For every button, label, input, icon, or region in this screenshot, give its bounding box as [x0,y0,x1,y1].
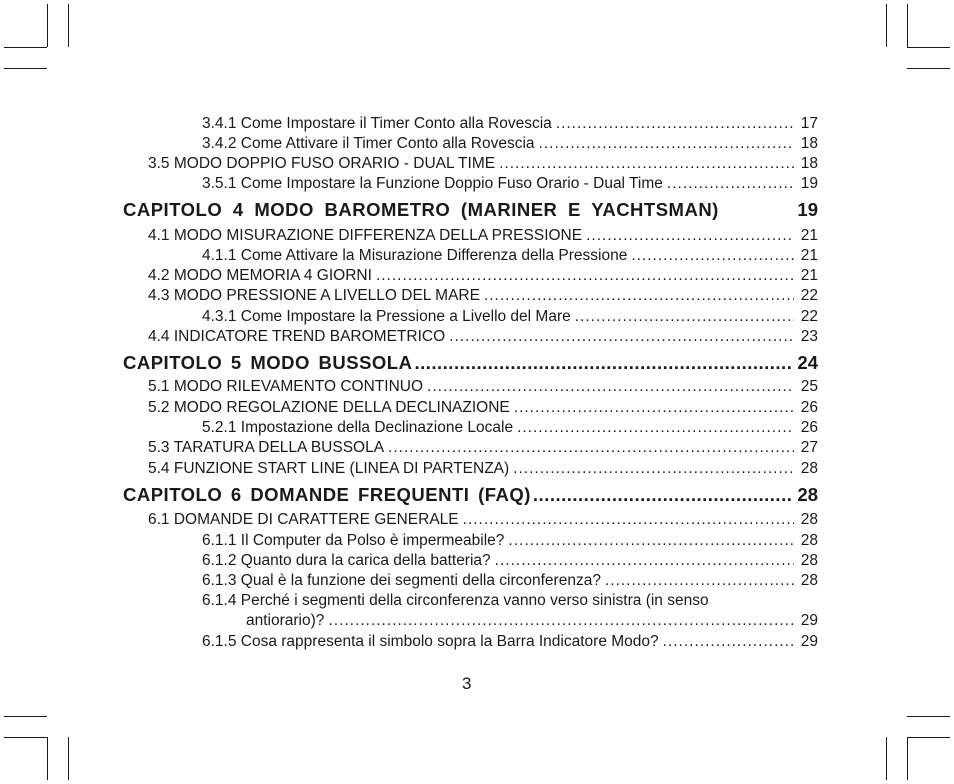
toc-entry-text: 3.5.1 Come Impostare la Funzione Doppio Fuso Orario - Dual Time [202,175,663,192]
crop-mark-top-left-v1 [47,4,48,47]
toc-entry[interactable] [202,308,818,326]
toc-leader-dots [508,532,794,550]
crop-mark-bottom-left-h2 [4,716,47,717]
toc-entry-page: 17 [800,115,818,132]
toc-entry-text: 4.2 MODO MEMORIA 4 GIORNI [148,267,372,284]
toc-entry[interactable] [148,227,818,245]
toc-chapter-5[interactable] [123,352,818,374]
toc-entry[interactable] [202,175,818,193]
crop-mark-top-right-h [907,47,950,48]
crop-mark-top-left-v2 [68,4,69,47]
toc-entry-page: 28 [800,511,818,528]
crop-mark-bottom-left-v2 [68,737,69,780]
toc-leader-dots [495,552,794,570]
toc-leader-dots [605,572,794,590]
toc-entry-text: 3.4.2 Come Attivare il Timer Conto alla Rovescia [202,135,535,152]
toc-chapter-title: CAPITOLO 4 MODO BAROMETRO (MARINER E YACHTSMAN) [123,199,719,220]
toc-entry-text: 5.1 MODO RILEVAMENTO CONTINUO [148,378,424,395]
toc-chapter-6[interactable] [123,484,818,506]
crop-mark-bottom-right-h [907,737,950,738]
toc-leader-dots [414,352,791,374]
toc-entry[interactable] [148,439,818,457]
toc-leader-dots [667,175,794,193]
toc-leader-dots [539,135,794,153]
toc-entry-text: 4.4 INDICATORE TREND BAROMETRICO [148,328,446,345]
toc-leader-dots [463,511,794,529]
toc-leader-dots [427,378,794,396]
toc-entry-text: 6.1.5 Cosa rappresenta il simbolo sopra la Barra Indicatore Modo? [202,633,659,650]
toc-entry-text: 6.1.1 Il Computer da Polso è impermeabile? [202,532,505,549]
toc-entry-page: 26 [800,399,818,416]
toc-entry-text: 3.5 MODO DOPPIO FUSO ORARIO - DUAL TIME [148,155,496,172]
crop-mark-bottom-right-v2 [886,737,887,780]
toc-entry-text: 4.3.1 Come Impostare la Pressione a Livello del Mare [202,308,571,325]
toc-entry[interactable] [202,419,818,437]
crop-mark-top-left-h2 [4,68,47,69]
toc-leader-dots [533,484,792,506]
toc-entry-text: 5.2.1 Impostazione della Declinazione Locale [202,419,514,436]
toc-chapter-title: CAPITOLO 6 DOMANDE FREQUENTI (FAQ) [123,484,531,505]
toc-entry-page: 21 [800,227,818,244]
toc-entry[interactable] [148,378,818,396]
toc-entry[interactable] [202,115,818,133]
toc-entry[interactable] [202,135,818,153]
toc-entry-page: 26 [800,419,818,436]
toc-entry-text: 6.1.3 Qual è la funzione dei segmenti della circonferenza? [202,572,601,589]
toc-entry-text: 3.4.1 Come Impostare il Timer Conto alla Rovescia [202,115,552,132]
toc-entry-text: 4.1.1 Come Attivare la Misurazione Differenza della Pressione [202,247,628,264]
toc-entry-page: 28 [800,552,818,569]
toc-entry-page: 22 [800,287,818,304]
toc-entry-page: 29 [800,612,818,629]
toc-entry[interactable] [148,511,818,529]
crop-mark-bottom-right-v1 [907,737,908,780]
toc-entry-page: 21 [800,267,818,284]
toc-entry[interactable] [202,633,818,651]
toc-entry-page: 23 [800,328,818,345]
toc-entry[interactable] [148,328,818,346]
toc-entry[interactable] [202,532,818,550]
toc-entry-text: 4.3 MODO PRESSIONE A LIVELLO DEL MARE [148,287,480,304]
toc-leader-dots [513,460,794,478]
toc-entry-page: 21 [800,247,818,264]
toc-chapter-title: CAPITOLO 5 MODO BUSSOLA [123,352,413,373]
toc-entry-first-line[interactable] [202,592,709,610]
toc-entry-page: 29 [800,633,818,650]
toc-entry[interactable] [202,552,818,570]
toc-entry-text: 6.1.2 Quanto dura la carica della batteria? [202,552,491,569]
toc-chapter-page: 19 [797,199,818,220]
toc-leader-dots [388,439,794,457]
toc-leader-dots [663,633,794,651]
toc-leader-dots [631,247,794,265]
crop-mark-top-right-v1 [907,4,908,47]
toc-entry-text: 4.1 MODO MISURAZIONE DIFFERENZA DELLA PRESSIONE [148,227,583,244]
toc-leader-dots [556,115,794,133]
crop-mark-bottom-left-h [4,737,47,738]
toc-entry[interactable] [148,399,818,417]
toc-entry[interactable] [148,460,818,478]
toc-entry-page: 19 [800,175,818,192]
toc-leader-dots [517,419,794,437]
toc-leader-dots [586,227,794,245]
toc-entry-page: 25 [800,378,818,395]
toc-entry-text: antiorario)? [246,612,325,629]
toc-entry-text: 5.2 MODO REGOLAZIONE DELLA DECLINAZIONE [148,399,510,416]
toc-entry[interactable] [148,155,818,173]
toc-leader-dots [328,612,794,630]
toc-entry[interactable] [148,287,818,305]
toc-entry-text: 5.4 FUNZIONE START LINE (LINEA DI PARTENZA) [148,460,510,477]
toc-chapter-4[interactable] [123,199,818,221]
toc-entry[interactable] [148,267,818,285]
crop-mark-top-right-v2 [886,4,887,47]
toc-entry-page: 18 [800,155,818,172]
toc-leader-dots [376,267,794,285]
toc-entry-page: 27 [800,439,818,456]
toc-entry-text: 5.3 TARATURA DELLA BUSSOLA [148,439,385,456]
toc-leader-dots [514,399,794,417]
toc-leader-dots [484,287,794,305]
page-number: 3 [462,674,472,693]
toc-chapter-page: 28 [797,484,818,505]
crop-mark-bottom-left-v1 [47,737,48,780]
toc-entry[interactable] [202,247,818,265]
crop-mark-top-right-h2 [907,68,950,69]
toc-entry-page: 28 [800,532,818,549]
toc-entry-continuation[interactable] [246,612,818,630]
toc-entry-page: 18 [800,135,818,152]
crop-mark-bottom-right-h2 [907,716,950,717]
toc-leader-dots [499,155,794,173]
toc-entry-page: 22 [800,308,818,325]
toc-chapter-page: 24 [797,352,818,373]
toc-entry-page: 28 [800,572,818,589]
toc-entry[interactable] [202,572,818,590]
toc-entry-text: 6.1.4 Perché i segmenti della circonferenza vanno verso sinistra (in senso [202,592,709,609]
toc-entry-page: 28 [800,460,818,477]
crop-mark-top-left-h [4,47,47,48]
toc-leader-dots [449,328,794,346]
toc-entry-text: 6.1 DOMANDE DI CARATTERE GENERALE [148,511,459,528]
toc-leader-dots [575,308,794,326]
